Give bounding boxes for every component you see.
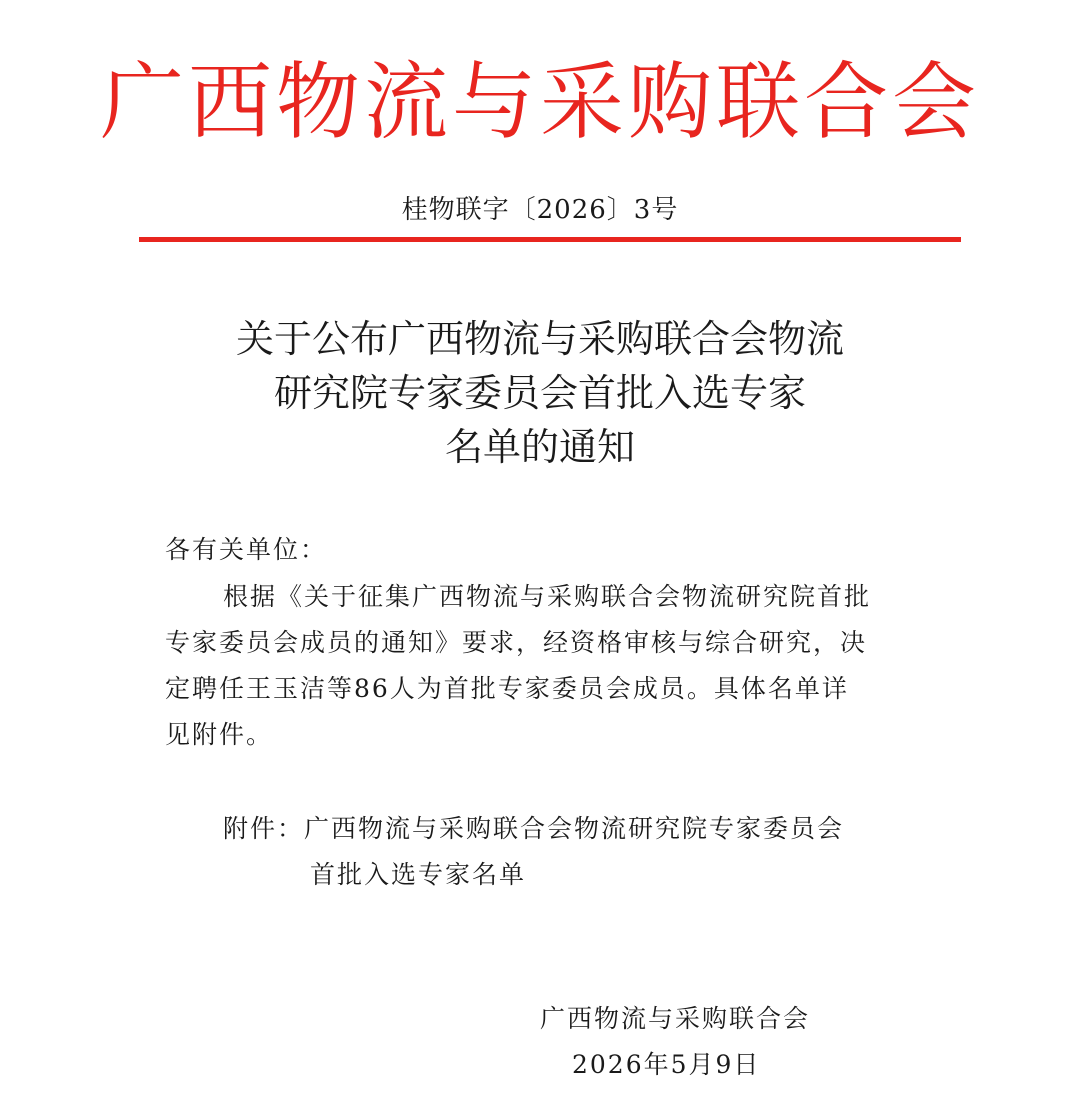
title-line: 名单的通知 <box>444 425 635 469</box>
body-line: 专家委员会成员的通知》要求，经资格审核与综合研究，决 <box>165 628 868 657</box>
document-number: 桂物联字〔2026〕3号 <box>401 195 679 225</box>
attachment-line: 附件：广西物流与采购联合会物流研究院专家委员会 <box>223 814 845 843</box>
body-line: 见附件。 <box>165 720 274 749</box>
body-line: 定聘任王玉洁等86人为首批专家委员会成员。具体名单详 <box>165 674 849 703</box>
title-line: 研究院专家委员会首批入选专家 <box>273 371 806 415</box>
signature-org: 广西物流与采购联合会 <box>540 1004 811 1033</box>
signature-date: 2026年5月9日 <box>572 1050 761 1079</box>
attachment-note <box>165 806 925 898</box>
body-paragraph <box>165 574 925 758</box>
body-line: 根据《关于征集广西物流与采购联合会物流研究院首批 <box>223 582 872 611</box>
notice-title <box>0 312 1080 474</box>
salutation: 各有关单位： <box>165 535 328 564</box>
masthead-title: 广西物流与采购联合会 <box>99 53 980 151</box>
attachment-line: 首批入选专家名单 <box>310 860 527 889</box>
title-line: 关于公布广西物流与采购联合会物流 <box>235 317 844 361</box>
signature-block <box>540 996 810 1088</box>
red-divider-line <box>139 237 961 242</box>
